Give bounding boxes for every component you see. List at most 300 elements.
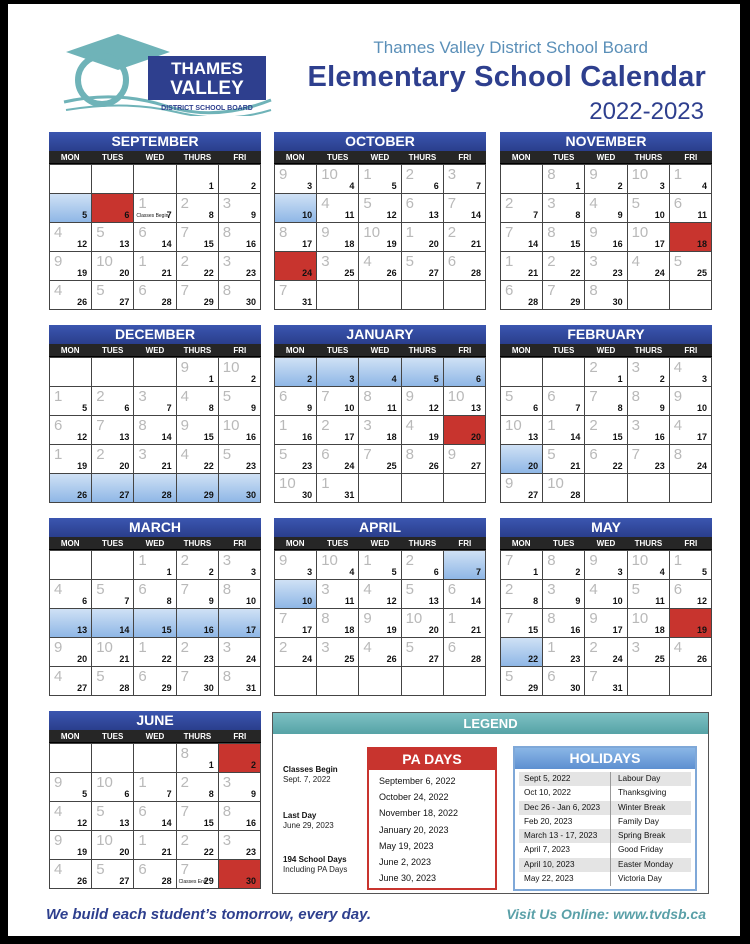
day-cell xyxy=(219,773,261,802)
day-cell xyxy=(177,281,219,310)
cycle-day: 6 xyxy=(447,581,457,598)
day-cell xyxy=(219,387,261,416)
weekday-label: THURS xyxy=(634,539,663,548)
day-cell xyxy=(134,551,176,580)
cycle-day: 8 xyxy=(547,166,556,183)
day-cell xyxy=(585,474,627,503)
weekday-label: FRI xyxy=(458,539,472,548)
date-number: 30 xyxy=(245,490,256,500)
cycle-day: 8 xyxy=(363,388,372,405)
month-title: DECEMBER xyxy=(49,325,261,344)
month-title: OCTOBER xyxy=(274,132,486,151)
cycle-day: 6 xyxy=(321,446,330,463)
date-number: 16 xyxy=(570,625,581,635)
date-number: 28 xyxy=(161,876,172,886)
day-cell xyxy=(670,416,712,445)
cycle-day: 7 xyxy=(505,552,514,569)
month-april xyxy=(274,518,486,696)
weekday-label: TUES xyxy=(326,539,349,548)
day-cell xyxy=(501,580,543,609)
day-cell xyxy=(219,802,261,831)
cycle-day: 8 xyxy=(222,224,232,241)
date-number: 6 xyxy=(533,403,539,413)
date-number: 24 xyxy=(302,268,313,278)
holidays-title: HOLIDAYS xyxy=(515,748,695,769)
date-number: 22 xyxy=(161,654,172,664)
slogan: We build each student’s tomorrow, every day. xyxy=(46,906,372,923)
day-cell xyxy=(402,281,444,310)
day-cell xyxy=(670,252,712,281)
holiday-cell xyxy=(177,609,219,638)
day-cell xyxy=(543,667,585,696)
day-cell xyxy=(50,281,92,310)
cycle-day: 5 xyxy=(673,253,683,270)
date-number: 10 xyxy=(302,210,313,220)
date-number: 26 xyxy=(386,654,397,664)
date-number: 24 xyxy=(696,461,707,471)
cycle-day: 9 xyxy=(673,388,683,405)
cycle-day: 4 xyxy=(180,446,189,463)
classes-begin-title: Classes Begin xyxy=(283,765,338,774)
date-number: 10 xyxy=(696,403,707,413)
date-number: 27 xyxy=(119,297,130,307)
weekday-header xyxy=(49,344,261,357)
day-cell xyxy=(50,860,92,889)
date-number: 2 xyxy=(208,567,214,577)
date-number: 28 xyxy=(470,268,481,278)
date-number: 9 xyxy=(307,403,313,413)
cycle-day: 7 xyxy=(279,282,288,299)
cycle-day: 6 xyxy=(138,861,147,878)
holiday-cell xyxy=(501,445,543,474)
day-cell xyxy=(670,165,712,194)
day-cell xyxy=(585,580,627,609)
day-cell xyxy=(219,252,261,281)
cycle-day: 1 xyxy=(138,552,147,569)
cycle-day: 9 xyxy=(589,552,598,569)
day-cell xyxy=(402,194,444,223)
cycle-day: 5 xyxy=(222,446,232,463)
date-number: 16 xyxy=(612,239,623,249)
pa-days-box xyxy=(367,747,497,890)
cycle-day: 4 xyxy=(54,861,63,878)
day-cell xyxy=(628,252,670,281)
cycle-day: 2 xyxy=(180,195,189,212)
website-link[interactable]: Visit Us Online: www.tvdsb.ca xyxy=(506,906,706,922)
cycle-day: 5 xyxy=(96,282,105,299)
day-cell xyxy=(543,638,585,667)
cycle-day: 8 xyxy=(547,224,556,241)
holiday-cell xyxy=(50,609,92,638)
cycle-day: 1 xyxy=(138,832,147,849)
holiday-cell xyxy=(177,474,219,503)
date-number: 21 xyxy=(470,239,481,249)
day-cell xyxy=(359,445,401,474)
pa-day-cell xyxy=(219,744,261,773)
date-number: 25 xyxy=(696,268,707,278)
cycle-day: 10 xyxy=(631,224,649,241)
date-number: 31 xyxy=(302,297,313,307)
cycle-day: 1 xyxy=(138,253,147,270)
cycle-day: 3 xyxy=(222,253,232,270)
pa-day-item: June 30, 2023 xyxy=(379,873,437,884)
day-cell xyxy=(177,638,219,667)
day-cell xyxy=(177,387,219,416)
cycle-day: 4 xyxy=(54,224,63,241)
day-cell xyxy=(92,281,134,310)
cycle-day: 4 xyxy=(363,581,372,598)
day-grid xyxy=(49,164,261,310)
holiday-cell xyxy=(275,580,317,609)
day-cell xyxy=(670,358,712,387)
cycle-day: 10 xyxy=(279,475,296,492)
date-number: 12 xyxy=(428,403,439,413)
holiday-name: Thanksgiving xyxy=(618,788,667,798)
cycle-day: 3 xyxy=(222,832,232,849)
day-cell xyxy=(359,416,401,445)
day-cell xyxy=(134,445,176,474)
cycle-day: 8 xyxy=(631,388,640,405)
day-cell xyxy=(50,580,92,609)
cycle-day: 2 xyxy=(180,552,189,569)
date-number: 10 xyxy=(245,596,256,606)
date-number: 16 xyxy=(203,625,214,635)
date-number: 13 xyxy=(119,239,130,249)
cycle-day: 1 xyxy=(321,475,330,492)
day-cell xyxy=(177,667,219,696)
pa-day-cell xyxy=(92,194,134,223)
day-cell xyxy=(134,252,176,281)
cycle-day: 4 xyxy=(54,282,63,299)
day-cell xyxy=(628,165,670,194)
date-number: 31 xyxy=(612,683,623,693)
holiday-row xyxy=(519,772,691,786)
date-number: 24 xyxy=(612,654,623,664)
holiday-cell xyxy=(444,358,486,387)
day-cell xyxy=(177,744,219,773)
holiday-date: March 13 - 17, 2023 xyxy=(519,829,611,843)
weekday-label: TUES xyxy=(552,153,575,162)
cycle-day: 9 xyxy=(54,253,63,270)
day-cell xyxy=(177,802,219,831)
date-number: 7 xyxy=(475,567,481,577)
cycle-day: 4 xyxy=(180,388,189,405)
date-number: 13 xyxy=(77,625,88,635)
cycle-day: 4 xyxy=(589,195,598,212)
holiday-name: Easter Monday xyxy=(618,859,674,869)
date-number: 6 xyxy=(82,596,88,606)
cycle-day: 2 xyxy=(589,359,598,376)
holiday-date: Oct 10, 2022 xyxy=(519,786,611,800)
cycle-day: 7 xyxy=(547,282,556,299)
cycle-day: 7 xyxy=(279,610,288,627)
date-number: 26 xyxy=(77,490,88,500)
date-number: 14 xyxy=(161,818,172,828)
cycle-day: 5 xyxy=(505,388,514,405)
day-cell xyxy=(92,667,134,696)
cycle-day: 7 xyxy=(363,446,372,463)
weekday-label: MON xyxy=(285,346,305,355)
day-cell xyxy=(317,638,359,667)
cycle-day: 2 xyxy=(180,639,189,656)
cycle-day: 6 xyxy=(138,282,147,299)
month-february xyxy=(500,325,712,503)
date-number: 24 xyxy=(654,268,665,278)
day-cell xyxy=(219,358,261,387)
holiday-cell xyxy=(317,358,359,387)
day-cell xyxy=(402,223,444,252)
cycle-day: 6 xyxy=(138,581,147,598)
cycle-day: 3 xyxy=(589,253,598,270)
day-cell xyxy=(444,445,486,474)
cycle-day: 5 xyxy=(505,668,514,685)
day-cell xyxy=(628,194,670,223)
cycle-day: 9 xyxy=(54,639,63,656)
day-cell xyxy=(177,860,219,889)
date-number: 17 xyxy=(302,625,313,635)
cycle-day: 2 xyxy=(505,581,514,598)
date-number: 19 xyxy=(386,625,397,635)
date-number: 1 xyxy=(617,374,623,384)
date-number: 13 xyxy=(528,432,539,442)
weekday-label: MON xyxy=(511,346,531,355)
weekday-label: THURS xyxy=(634,346,663,355)
day-cell xyxy=(501,667,543,696)
cycle-day: 4 xyxy=(54,668,63,685)
day-cell xyxy=(444,281,486,310)
day-cell xyxy=(275,474,317,503)
day-cell xyxy=(134,281,176,310)
date-number: 15 xyxy=(161,625,172,635)
day-cell xyxy=(177,445,219,474)
day-cell xyxy=(444,252,486,281)
day-cell xyxy=(275,667,317,696)
holiday-cell xyxy=(359,358,401,387)
date-number: 12 xyxy=(386,210,397,220)
holiday-date: Dec 26 - Jan 6, 2023 xyxy=(519,801,611,815)
day-cell xyxy=(92,165,134,194)
cycle-day: 5 xyxy=(279,446,288,463)
date-number: 6 xyxy=(433,567,439,577)
day-cell xyxy=(670,445,712,474)
cycle-day: 8 xyxy=(405,446,414,463)
date-number: 28 xyxy=(161,297,172,307)
day-cell xyxy=(402,445,444,474)
school-days-note: Including PA Days xyxy=(283,865,348,874)
day-cell xyxy=(134,194,176,223)
date-number: 16 xyxy=(302,432,313,442)
weekday-label: FRI xyxy=(233,539,247,548)
day-cell xyxy=(134,358,176,387)
day-cell xyxy=(317,474,359,503)
day-cell xyxy=(92,580,134,609)
cycle-day: 9 xyxy=(279,166,288,183)
pa-day-item: January 20, 2023 xyxy=(379,824,449,835)
date-number: 19 xyxy=(696,625,707,635)
day-cell xyxy=(359,474,401,503)
cycle-day: 3 xyxy=(321,581,330,598)
holiday-name: Family Day xyxy=(618,816,659,826)
cycle-day: 5 xyxy=(96,224,105,241)
holiday-cell xyxy=(275,358,317,387)
weekday-label: MON xyxy=(60,539,80,548)
school-days-title: 194 School Days xyxy=(283,855,347,864)
cycle-day: 5 xyxy=(96,803,105,820)
day-cell xyxy=(501,387,543,416)
cycle-day: 3 xyxy=(631,359,640,376)
date-number: 18 xyxy=(386,432,397,442)
cycle-day: 7 xyxy=(180,581,189,598)
holiday-cell xyxy=(92,609,134,638)
cycle-day: 4 xyxy=(405,417,414,434)
day-cell xyxy=(543,445,585,474)
date-number: 18 xyxy=(654,625,665,635)
date-number: 15 xyxy=(528,625,539,635)
date-number: 22 xyxy=(570,268,581,278)
weekday-label: THURS xyxy=(183,539,212,548)
day-cell xyxy=(585,165,627,194)
cycle-day: 3 xyxy=(222,639,232,656)
logo-line1: THAMES xyxy=(171,59,243,78)
weekday-label: MON xyxy=(60,732,80,741)
holiday-row xyxy=(519,801,691,815)
date-number: 1 xyxy=(533,567,539,577)
holiday-date: April 10, 2023 xyxy=(519,858,611,872)
holiday-cell xyxy=(275,194,317,223)
pa-day-item: June 2, 2023 xyxy=(379,856,432,867)
cycle-day: 4 xyxy=(673,417,683,434)
day-cell xyxy=(50,445,92,474)
day-cell xyxy=(50,358,92,387)
cycle-day: 3 xyxy=(138,446,147,463)
day-cell xyxy=(628,551,670,580)
cycle-day: 5 xyxy=(631,581,640,598)
cycle-day: 3 xyxy=(447,166,457,183)
day-cell xyxy=(134,773,176,802)
day-cell xyxy=(501,609,543,638)
date-number: 25 xyxy=(344,654,355,664)
holiday-name: Spring Break xyxy=(618,831,666,841)
day-cell xyxy=(219,445,261,474)
holiday-date: Sept 5, 2022 xyxy=(519,772,611,786)
date-number: 8 xyxy=(575,210,581,220)
day-cell xyxy=(219,551,261,580)
date-number: 20 xyxy=(119,461,130,471)
day-cell xyxy=(628,474,670,503)
weekday-header xyxy=(49,537,261,550)
date-number: 3 xyxy=(349,374,355,384)
date-number: 14 xyxy=(470,210,481,220)
last-day-title: Last Day xyxy=(283,811,317,820)
date-number: 2 xyxy=(250,374,256,384)
cycle-day: 9 xyxy=(505,475,514,492)
cycle-day: 7 xyxy=(631,446,640,463)
weekday-label: THURS xyxy=(408,346,437,355)
day-grid xyxy=(49,550,261,696)
day-cell xyxy=(177,223,219,252)
date-number: 18 xyxy=(696,239,707,249)
cycle-day: 6 xyxy=(279,388,288,405)
date-number: 22 xyxy=(612,461,623,471)
cycle-day: 10 xyxy=(505,417,522,434)
date-number: 21 xyxy=(161,268,172,278)
day-cell xyxy=(134,667,176,696)
cycle-day: 1 xyxy=(505,253,514,270)
date-number: 17 xyxy=(245,625,256,635)
weekday-label: WED xyxy=(145,539,165,548)
date-number: 1 xyxy=(208,760,214,770)
cycle-day: 3 xyxy=(321,253,330,270)
school-days-info xyxy=(283,855,347,874)
month-title: MARCH xyxy=(49,518,261,537)
month-june xyxy=(49,711,261,889)
weekday-label: MON xyxy=(285,153,305,162)
classes-begin-date: Sept. 7, 2022 xyxy=(283,775,331,784)
holiday-date: May 22, 2023 xyxy=(519,872,611,886)
weekday-label: TUES xyxy=(552,539,575,548)
date-number: 20 xyxy=(428,625,439,635)
day-cell xyxy=(359,165,401,194)
holiday-name: Good Friday xyxy=(618,845,664,855)
day-cell xyxy=(92,223,134,252)
day-cell xyxy=(317,609,359,638)
cycle-day: 4 xyxy=(54,803,63,820)
logo-subtitle: DISTRICT SCHOOL BOARD xyxy=(161,105,253,112)
date-number: 30 xyxy=(612,297,623,307)
cycle-day: 9 xyxy=(589,224,598,241)
cycle-day: 6 xyxy=(447,253,457,270)
date-number: 28 xyxy=(161,490,172,500)
cycle-day: 2 xyxy=(180,253,189,270)
weekday-header xyxy=(49,730,261,743)
cycle-day: 10 xyxy=(363,224,381,241)
day-cell xyxy=(275,551,317,580)
cycle-day: 2 xyxy=(180,774,189,791)
weekday-header xyxy=(274,151,486,164)
cycle-day: 3 xyxy=(631,639,640,656)
date-number: 7 xyxy=(575,403,581,413)
cycle-day: 2 xyxy=(405,552,414,569)
day-cell xyxy=(501,252,543,281)
cycle-day: 7 xyxy=(589,668,598,685)
date-number: 19 xyxy=(77,268,88,278)
date-number: 26 xyxy=(428,461,439,471)
cycle-day: 1 xyxy=(363,166,372,183)
date-number: 10 xyxy=(302,596,313,606)
cycle-day: 3 xyxy=(222,774,232,791)
last-day-info xyxy=(283,811,334,830)
date-number: 3 xyxy=(617,567,623,577)
month-title: NOVEMBER xyxy=(500,132,712,151)
day-cell xyxy=(50,223,92,252)
cycle-day: 7 xyxy=(505,610,514,627)
cycle-day: 9 xyxy=(54,774,63,791)
date-number: 23 xyxy=(302,461,313,471)
date-number: 14 xyxy=(570,432,581,442)
day-cell xyxy=(50,551,92,580)
weekday-header xyxy=(274,537,486,550)
cycle-day: 3 xyxy=(631,417,640,434)
date-number: 20 xyxy=(528,461,539,471)
date-number: 23 xyxy=(245,461,256,471)
date-number: 27 xyxy=(428,654,439,664)
day-cell xyxy=(543,387,585,416)
month-december xyxy=(49,325,261,503)
date-number: 24 xyxy=(302,654,313,664)
cycle-day: 1 xyxy=(673,552,683,569)
day-cell xyxy=(359,281,401,310)
cycle-day: 1 xyxy=(363,552,372,569)
